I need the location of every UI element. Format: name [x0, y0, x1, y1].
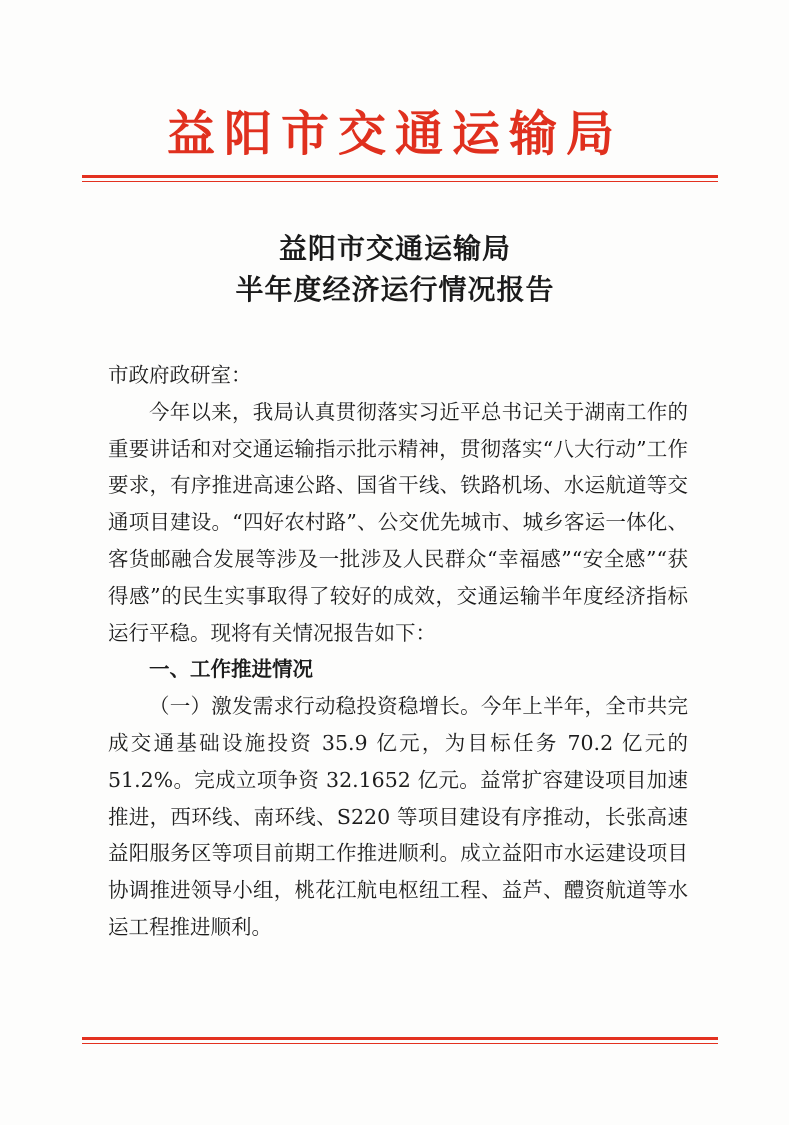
letterhead-red-rule — [82, 175, 718, 182]
intro-paragraph: 今年以来，我局认真贯彻落实习近平总书记关于湖南工作的重要讲话和对交通运输指示批示精神，贯彻落实“八大行动”工作要求，有序推进高速公路、国省干线、铁路机场、水运航道等交通项目建设。“四好农村路”、公交优先城市、城乡客运一体化、客货邮融合发展等涉及一批涉及人民群众“幸福感”“安全感”“获得感”的民生实事取得了较好的成效，交通运输半年度经济指标运行平稳。现将有关情况报告如下： — [108, 399, 688, 645]
subsection-body-1: 今年上半年，全市共完成交通基础设施投资 35.9 亿元，为目标任务 70.2 亿元的 51.2%。完成立项争资 32.1652 亿元。益常扩容建设项目加速推进，西环线、南环线、S220 等项目建设有序推动，长张高速益阳服务区等项目前期工作推进顺利。成立益阳市水运建设项目协调推进领导小组，桃花江航电枢纽工程、益芦、醴资航道等水运工程推进顺利。 — [108, 694, 689, 939]
footer-red-rule — [82, 1037, 718, 1044]
rule-thin-line — [82, 181, 718, 182]
letterhead-org-name: 益阳市交通运输局 — [166, 106, 623, 162]
subsection-heading-1: （一）激发需求行动稳投资稳增长。 — [149, 694, 481, 719]
footer-rule-thick-line — [82, 1037, 718, 1040]
rule-thick-line — [82, 175, 718, 178]
section-heading-1: 一、工作推进情况 — [149, 657, 313, 682]
document-body — [108, 357, 688, 946]
subsection-paragraph-1 — [108, 688, 688, 946]
document-title-line2: 半年度经济运行情况报告 — [235, 273, 555, 306]
footer-rule-thin-line — [82, 1043, 718, 1044]
salutation: 市政府政研室： — [108, 363, 252, 387]
document-title-line1: 益阳市交通运输局 — [278, 232, 511, 265]
